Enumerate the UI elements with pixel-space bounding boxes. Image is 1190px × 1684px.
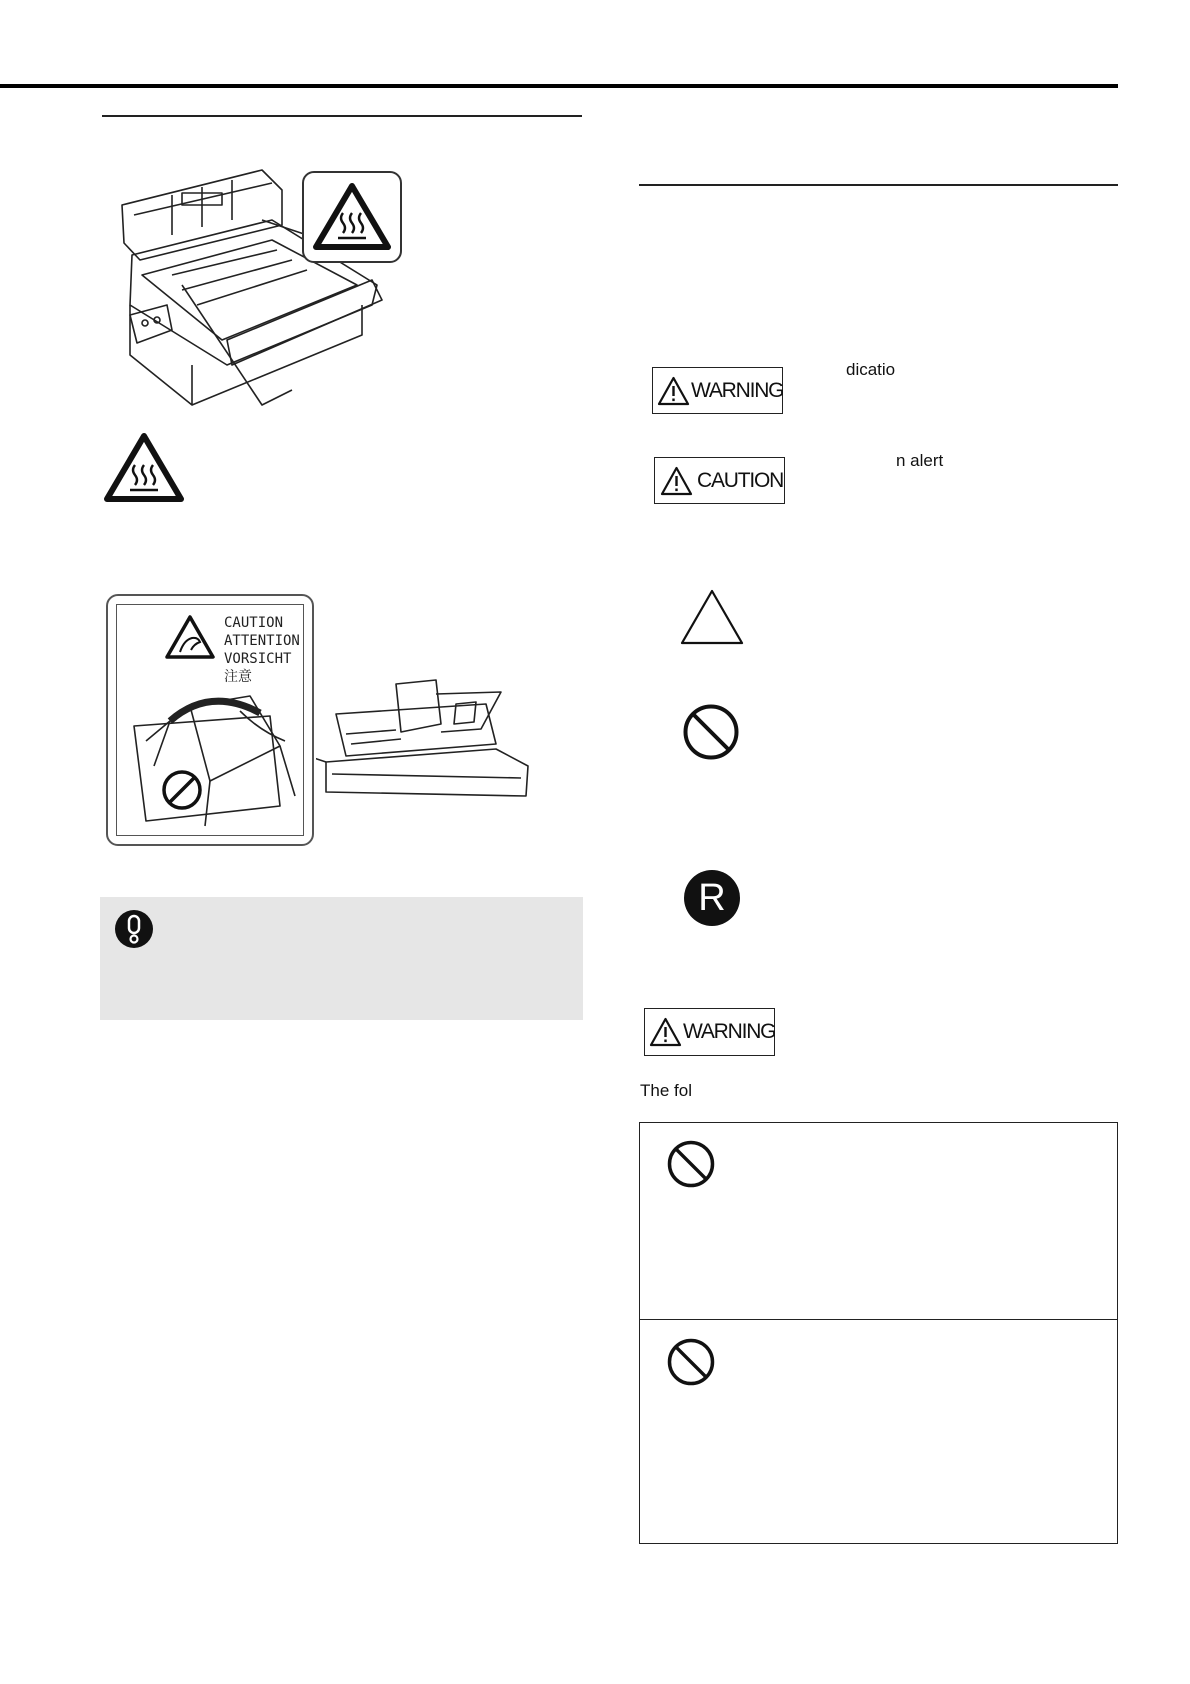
- r-circle-letter: R: [698, 877, 726, 919]
- hot-surface-symbol: [104, 433, 184, 503]
- hot-surface-icon: [313, 183, 391, 251]
- warning-triangle-icon: [660, 466, 693, 496]
- warning-label-text: WARNING: [683, 1020, 776, 1043]
- caution-description-fragment: n alert: [896, 451, 944, 470]
- prohibition-icon: [682, 703, 740, 761]
- lid-closing-illustration: [120, 686, 300, 834]
- triangle-symbol-icon: [679, 588, 745, 646]
- warning-triangle-icon: [657, 376, 690, 406]
- important-note: [100, 897, 583, 1020]
- exclamation-icon: [114, 909, 154, 949]
- warning-description-fragment: dicatio: [846, 360, 896, 379]
- prohibition-icon: [666, 1139, 716, 1189]
- right-section-rule: [639, 184, 1118, 186]
- hot-surface-callout: [302, 171, 402, 263]
- flatbed-scanner-illustration: [316, 674, 532, 806]
- caution-label-text: CAUTION: [697, 468, 784, 492]
- r-circle-icon: [684, 870, 740, 926]
- pinch-label-line: 注意: [224, 669, 252, 685]
- hot-surface-icon: [104, 433, 184, 503]
- intro-fragment: The fol: [640, 1081, 692, 1100]
- pinch-label-line: ATTENTION: [224, 633, 300, 649]
- warning-label: [644, 1008, 775, 1056]
- pinch-label-line: CAUTION: [224, 615, 284, 631]
- warning-label: [652, 367, 783, 414]
- top-rule: [0, 84, 1118, 88]
- warning-table: [639, 1122, 1118, 1544]
- warning-label-text: WARNING: [691, 378, 784, 402]
- caution-label: [654, 457, 785, 504]
- warning-triangle-icon: [649, 1017, 682, 1047]
- left-section-rule: [102, 115, 582, 117]
- pinch-label-line: VORSICHT: [224, 651, 292, 667]
- prohibition-icon: [666, 1337, 716, 1387]
- pinch-caution-label: [106, 594, 314, 846]
- pinch-hand-icon: [164, 614, 216, 660]
- table-row-divider: [640, 1319, 1117, 1320]
